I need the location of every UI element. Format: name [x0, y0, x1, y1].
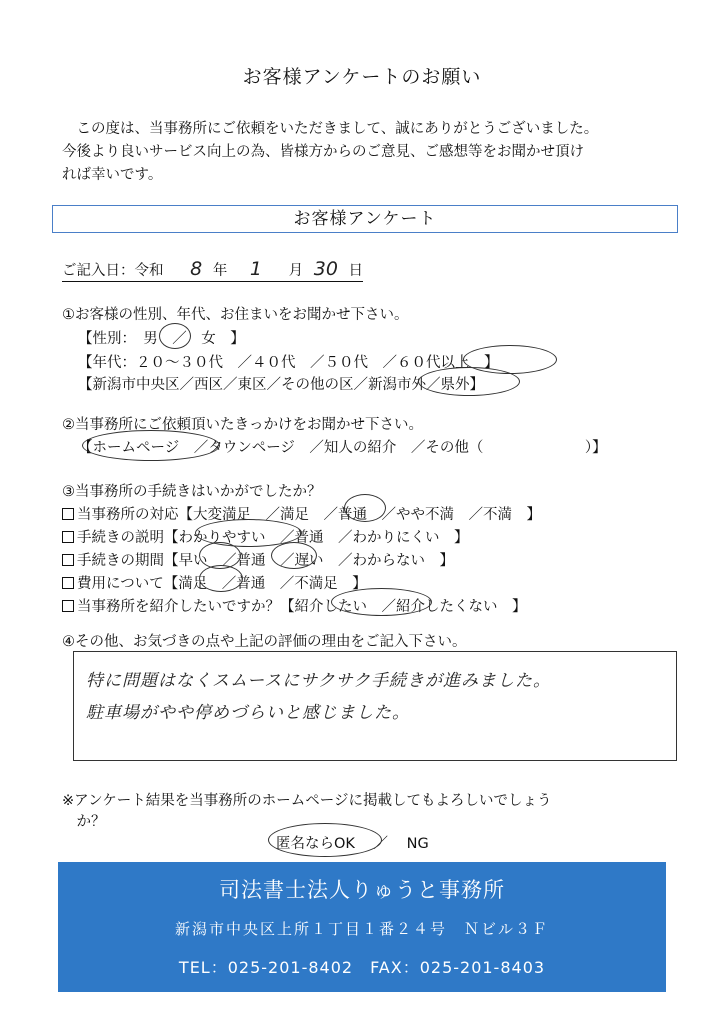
q1-age: 【年代：２０～３０代 ／４０代 ／５０代 ／６０代以上 】 [78, 355, 499, 371]
selection-circle [268, 823, 382, 857]
publish-question-cont: か？ [62, 814, 106, 830]
q1-area: 【新潟市中央区／西区／東区／その他の区／新潟市外／県外】 [78, 377, 484, 393]
option-ng[interactable]: NG [406, 836, 429, 852]
checkbox[interactable] [62, 531, 74, 543]
q1-gender: 【性別： 男 ／ 女 】 [78, 331, 245, 347]
q3-row-text: 手続きの期間【早い ／普通 ／遅い ／わからない 】 [77, 553, 454, 569]
selection-circle [82, 430, 220, 461]
checkbox[interactable] [62, 554, 74, 566]
page-title: お客様アンケートのお願い [242, 66, 482, 88]
checkbox[interactable] [62, 600, 74, 612]
comment-line: 特に問題はなくスムースにサクサク手続きが進みました。 [86, 671, 551, 691]
q2-question: ②当事務所にご依頼頂いたきっかけをお聞かせ下さい。 [62, 417, 423, 433]
selection-circle [199, 565, 243, 592]
checkbox[interactable] [62, 577, 74, 589]
intro-text [62, 118, 682, 187]
q3-row [62, 503, 541, 524]
selection-circle [418, 367, 520, 396]
date-month-unit: 月 [288, 263, 304, 279]
selection-circle [271, 542, 317, 569]
q2-options: 【ホームページ ／タウンページ ／知人の紹介 ／その他（ ）】 [78, 440, 607, 456]
intro-line: 今後より良いサービス向上の為、皆様方からのご意見、ご感想等をお聞かせ頂け [62, 144, 584, 160]
date-day-unit: 日 [348, 263, 364, 279]
intro-line: この度は、当事務所にご依頼をいただきまして、誠にありがとうございました。 [62, 121, 599, 137]
office-name: 司法書士法人りゅうと事務所 [219, 878, 505, 902]
comment-line: 駐車場がやや停めづらいと感じました。 [86, 703, 410, 723]
q3-row-text: 費用について【満足 ／普通 ／不満足 】 [77, 576, 367, 592]
option-separator: ／ [373, 836, 389, 852]
footer-banner [58, 862, 666, 992]
date-year-unit: 年 [212, 263, 228, 279]
intro-line: れば幸いです。 [62, 167, 163, 183]
q1-question: ①お客様の性別、年代、お住まいをお聞かせ下さい。 [62, 307, 409, 323]
date-day[interactable]: 30 [313, 258, 338, 280]
option-anonymous-ok[interactable]: 匿名ならOK [276, 836, 355, 852]
q4-question: ④その他、お気づきの点や上記の評価の理由をご記入下さい。 [62, 634, 467, 650]
publish-question: ※アンケート結果を当事務所のホームページに掲載してもよろしいでしょう [62, 793, 552, 809]
selection-circle [344, 494, 386, 522]
office-contact: TEL：025-201-8402 FAX：025-201-8403 [178, 958, 546, 977]
q3-row [62, 595, 527, 616]
q3-row-text: 手続きの説明【わかりやすい ／普通 ／わかりにくい 】 [77, 530, 469, 546]
date-line [62, 258, 363, 282]
checkbox[interactable] [62, 508, 74, 520]
selection-circle [159, 323, 191, 349]
q3-row-text: 当事務所を紹介したいですか？【紹介したい ／紹介したくない 】 [77, 599, 527, 615]
q3-row [62, 549, 454, 570]
date-year[interactable]: 8 [190, 258, 203, 280]
q3-row-text: 当事務所の対応【大変満足 ／満足 ／普通 ／やや不満 ／不満 】 [77, 507, 541, 523]
office-address: 新潟市中央区上所１丁目１番２４号 Ｎビル３Ｆ [174, 920, 549, 938]
selection-circle [331, 588, 432, 616]
date-month[interactable]: 1 [249, 258, 263, 280]
q3-question: ③当事務所の手続きはいかがでしたか？ [62, 484, 322, 500]
survey-heading: お客様アンケート [52, 205, 678, 233]
date-label: ご記入日：令和 [62, 263, 164, 279]
comment-box[interactable] [73, 651, 677, 761]
